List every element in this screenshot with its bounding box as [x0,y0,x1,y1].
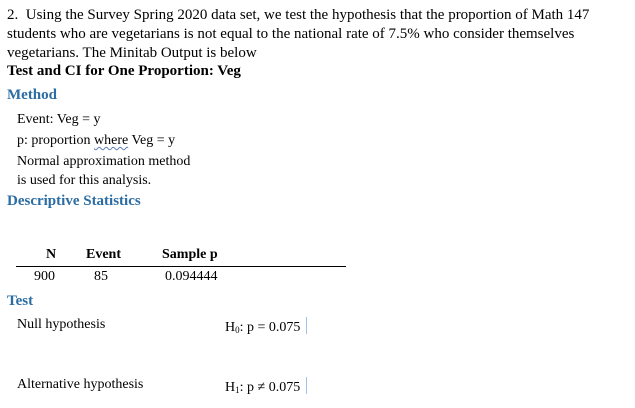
alt-hypothesis-label: Alternative hypothesis [17,377,144,392]
cell-sample-p: 0.094444 [165,269,218,284]
null-sub: 0 [235,325,240,335]
null-hypothesis-value [225,317,307,336]
cell-n: 900 [34,269,55,284]
cell-event: 85 [94,269,108,284]
null-rest: : p = 0.075 [239,320,301,335]
col-header-event: Event [86,247,121,262]
question-line-3: vegetarians. The Minitab Output is below [7,45,257,61]
proportion-def-where: where [94,133,129,148]
proportion-def-post: Veg = y [128,133,176,148]
null-hypothesis-label: Null hypothesis [17,317,106,332]
descriptive-heading: Descriptive Statistics [7,193,141,209]
text-cursor [306,377,307,394]
method-proportion-def [17,133,175,149]
output-title: Test and CI for One Proportion: Veg [7,63,241,79]
method-event: Event: Veg = y [17,112,101,127]
method-approx-line-1: Normal approximation method [17,154,191,169]
question-number: 2. [7,7,19,23]
table-rule [16,266,346,267]
alt-hypothesis-value [225,377,307,396]
question-text [7,6,627,63]
question-line-1: Using the Survey Spring 2020 data set, we test the hypothesis that the proportion of Math 147 [25,7,590,23]
alt-rest: : p ≠ 0.075 [239,380,301,395]
proportion-def-pre: p: proportion [17,133,94,148]
col-header-n: N [46,247,57,262]
col-header-sample-p: Sample p [162,247,218,262]
alt-sub: 1 [235,385,240,395]
alt-h: H [225,380,236,395]
text-cursor [306,317,307,334]
question-line-2: students who are vegetarians is not equal to the national rate of 7.5% who consider themselves [7,26,575,42]
method-heading: Method [7,87,57,103]
method-approx-line-2: is used for this analysis. [17,173,152,188]
null-h: H [225,320,236,335]
test-heading: Test [7,293,34,309]
